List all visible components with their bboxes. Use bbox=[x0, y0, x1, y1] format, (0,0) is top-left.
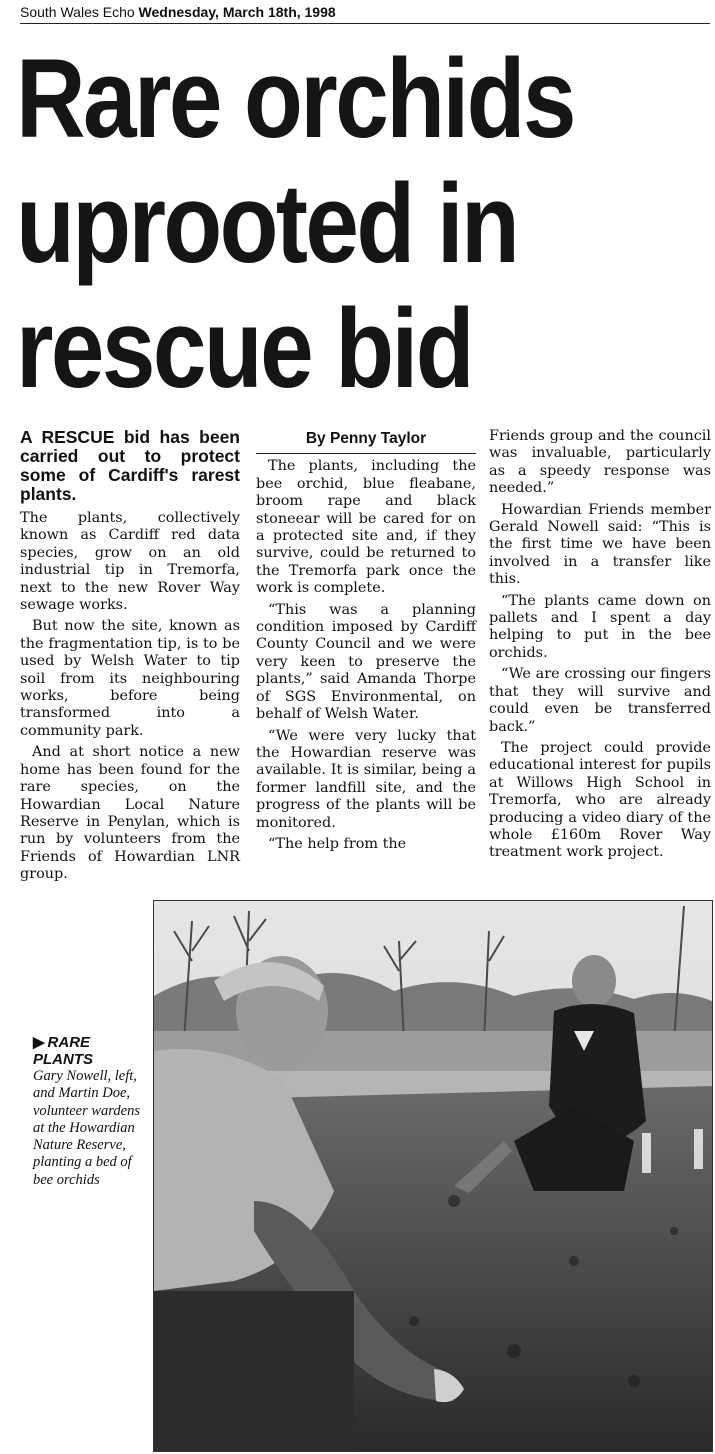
body-paragraph: Friends group and the council was invaluable, particularly as a speedy response was needed.” bbox=[489, 428, 711, 497]
body-paragraph: “This was a planning condition imposed by Cardiff County Council and we were very keen to preserve the plants,” said Amanda Thorpe of SGS Environmental, on behalf of Welsh Water. bbox=[256, 601, 476, 723]
caption-heading-text: RARE PLANTS bbox=[33, 1034, 93, 1068]
article-column-2 bbox=[256, 428, 476, 857]
photo-illustration bbox=[154, 901, 712, 1451]
body-paragraph: The plants, collectively known as Cardiff red data species, grow on an old industrial tip in Tremorfa, next to the new Rover Way sewage works. bbox=[20, 510, 240, 614]
caption-text: Gary Nowell, left, and Martin Doe, volunteer wardens at the Howardian Nature Reserve, planting a bed of bee orchids bbox=[33, 1068, 140, 1188]
body-paragraph: But now the site, known as the fragmentation tip, is to be used by Welsh Water to tip soil from its neighbouring works, before being transformed into a community park. bbox=[20, 618, 240, 739]
headline-line-2: uprooted in bbox=[16, 161, 518, 286]
body-paragraph: “We are crossing our fingers that they will survive and could even be transferred back.” bbox=[489, 666, 711, 735]
body-paragraph: “The help from the bbox=[268, 835, 407, 852]
photo-caption bbox=[33, 1034, 145, 1189]
headline-line-3: rescue bid bbox=[16, 286, 472, 411]
issue-date: Wednesday, March 18th, 1998 bbox=[138, 4, 336, 20]
paper-name: South Wales Echo bbox=[20, 4, 135, 20]
body-paragraph: “The plants came down on pallets and I spent a day helping to put in the bee orchids. bbox=[489, 592, 711, 661]
headline bbox=[16, 36, 614, 411]
dateline bbox=[20, 4, 710, 24]
body-paragraph: “We were very lucky that the Howardian reserve was available. It is similar, being a former landfill site, and the progress of the plants will be monitored. bbox=[256, 727, 476, 831]
caption-heading bbox=[33, 1034, 145, 1068]
news-photo bbox=[153, 900, 713, 1452]
intro-paragraph: A RESCUE bid has been carried out to protect some of Cardiff's rarest plants. bbox=[20, 427, 240, 504]
article-column-3 bbox=[489, 428, 711, 866]
body-paragraph: The project could provide educational interest for pupils at Willows High School in Tremorfa, who are already producing a video diary of the whole £160m Rover Way treatment work project. bbox=[489, 739, 711, 861]
body-paragraph: Howardian Friends member Gerald Nowell said: “This is the first time we have been involved in a transfer like this. bbox=[489, 501, 711, 588]
body-paragraph: And at short notice a new home has been found for the rare species, on the Howardian Local Nature Reserve in Penylan, which is run by volunteers from the Friends of Howardian LNR group. bbox=[20, 744, 240, 883]
body-paragraph: The plants, including the bee orchid, blue fleabane, broom rape and black stoneear will be cared for on a protected site and, if they survive, could be returned to the Tremorfa park once the work is complete. bbox=[256, 458, 476, 597]
byline: By Penny Taylor bbox=[256, 428, 476, 454]
article-column-1 bbox=[20, 428, 240, 888]
triangle-right-icon: ▶ bbox=[33, 1034, 45, 1051]
headline-line-1: Rare orchids bbox=[16, 36, 574, 161]
